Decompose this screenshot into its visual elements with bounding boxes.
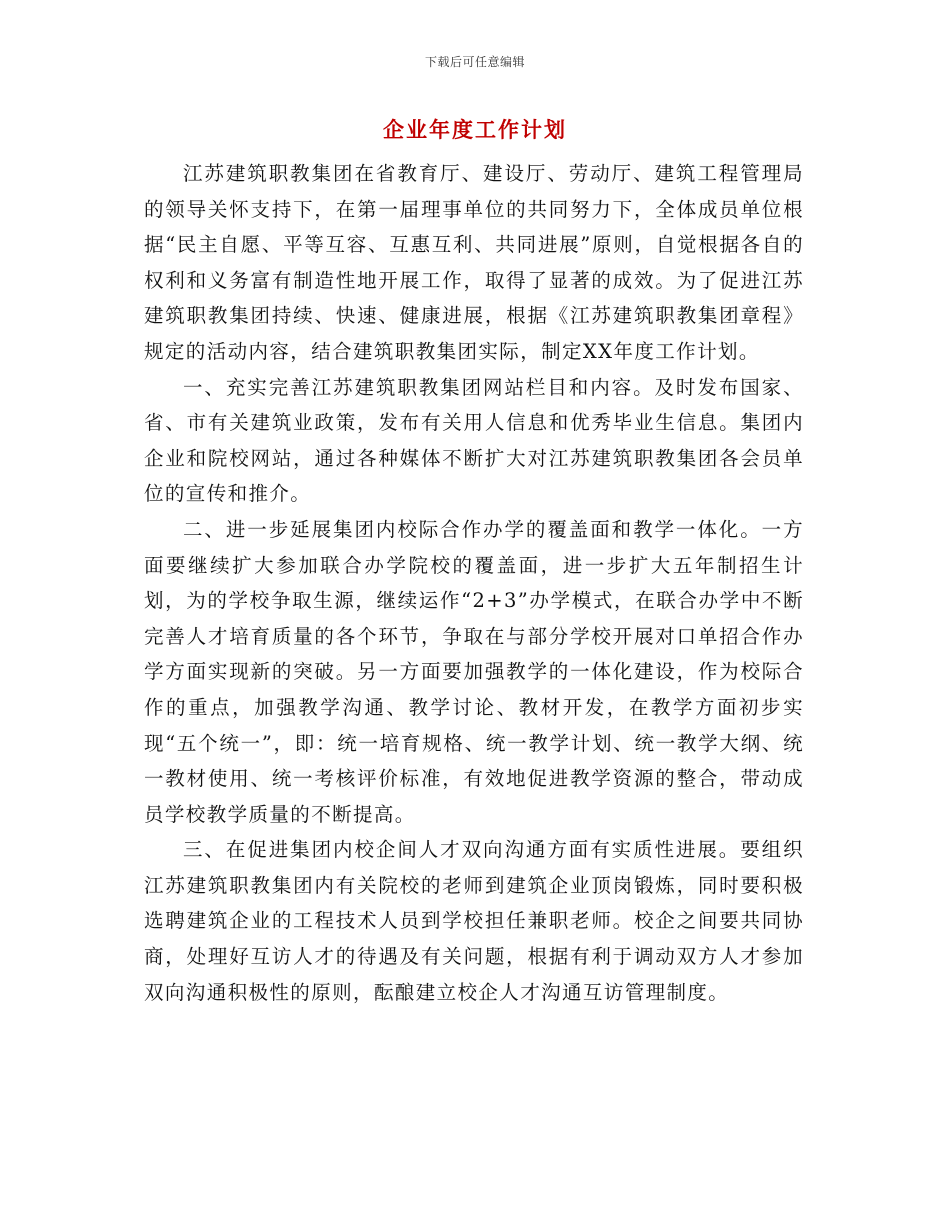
header-note: 下载后可任意编辑 xyxy=(424,55,525,69)
document-body xyxy=(144,156,804,1010)
paragraph-intro: 江苏建筑职教集团在省教育厅、建设厅、劳动厅、建筑工程管理局的领导关怀支持下，在第一届理事单位的共同努力下，全体成员单位根据“民主自愿、平等互容、互惠互利、共同进展”原则，自觉根据各自的权利和义务富有制造性地开展工作，取得了显著的成效。为了促进江苏建筑职教集团持续、快速、健康进展，根据《江苏建筑职教集团章程》规定的活动内容，结合建筑职教集团实际，制定XX年度工作计划。 xyxy=(144,162,804,363)
paragraph-item-2: 二、进一步延展集团内校际合作办学的覆盖面和教学一体化。一方面要继续扩大参加联合办学院校的覆盖面，进一步扩大五年制招生计划，为的学校争取生源，继续运作“2+3”办学模式，在联合办学中不断完善人才培育质量的各个环节，争取在与部分学校开展对口单招合作办学方面实现新的突破。另一方面要加强教学的一体化建设，作为校际合作的重点，加强教学沟通、教学讨论、教材开发，在教学方面初步实现“五个统一”，即：统一培育规格、统一教学计划、统一教学大纲、统一教材使用、统一考核评价标准，有效地促进教学资源的整合，带动成员学校教学质量的不断提高。 xyxy=(144,517,804,826)
paragraph-item-1: 一、充实完善江苏建筑职教集团网站栏目和内容。及时发布国家、省、市有关建筑业政策，发布有关用人信息和优秀毕业生信息。集团内企业和院校网站，通过各种媒体不断扩大对江苏建筑职教集团各会员单位的宣传和推介。 xyxy=(144,375,804,506)
paragraph-item-3: 三、在促进集团内校企间人才双向沟通方面有实质性进展。要组织江苏建筑职教集团内有关院校的老师到建筑企业顶岗锻炼，同时要积极选聘建筑企业的工程技术人员到学校担任兼职老师。校企之间要共同协商，处理好互访人才的待遇及有关问题，根据有利于调动双方人才参加双向沟通积极性的原则，酝酿建立校企人才沟通互访管理制度。 xyxy=(144,838,804,1004)
document-title: 企业年度工作计划 xyxy=(383,117,567,142)
